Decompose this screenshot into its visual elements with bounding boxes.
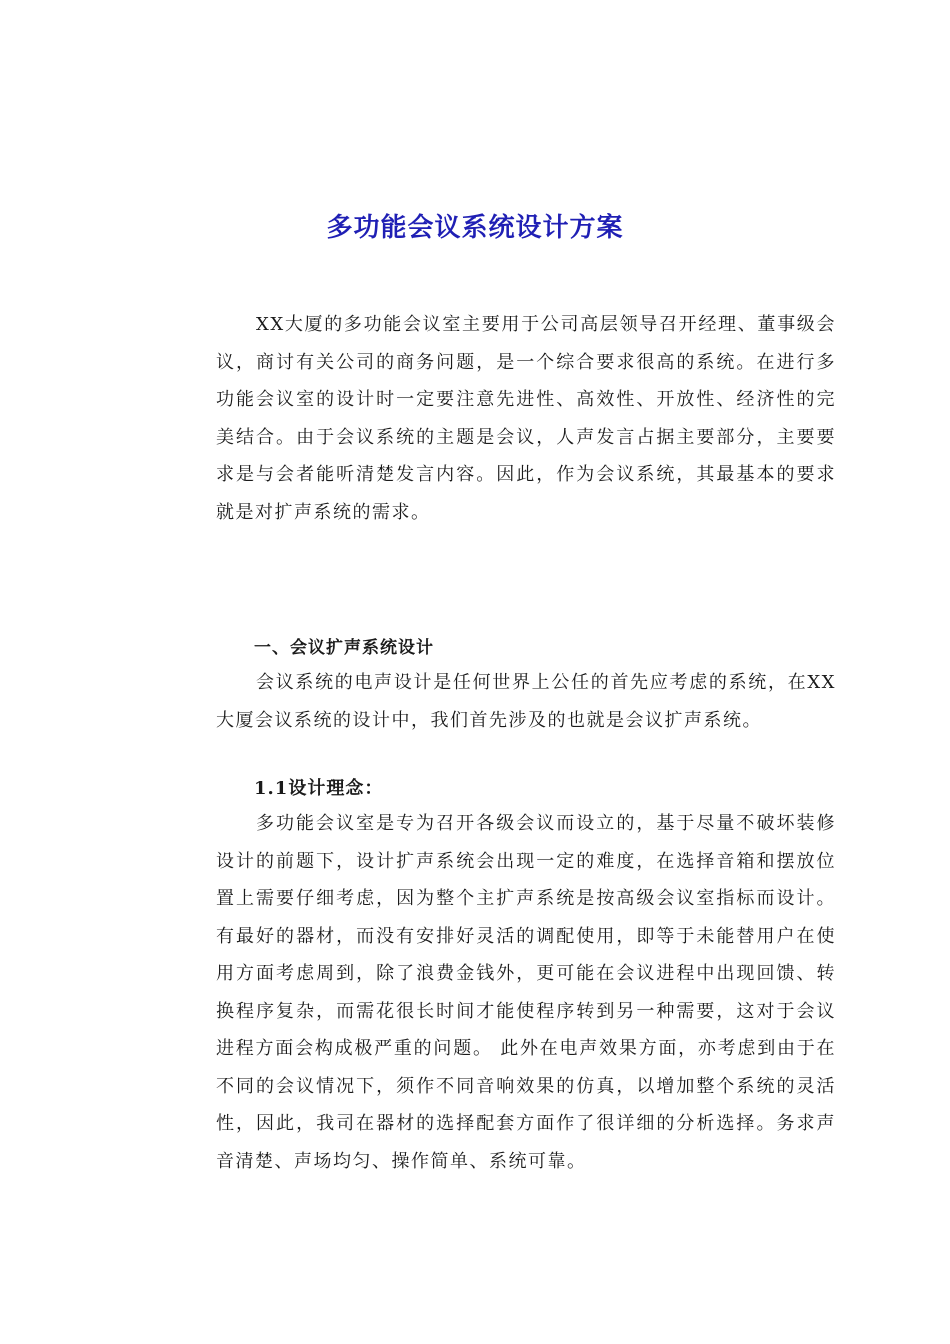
intro-paragraph: XX大厦的多功能会议室主要用于公司高层领导召开经理、董事级会议，商讨有关公司的商务问题，是一个综合要求很高的系统。在进行多功能会议室的设计时一定要注意先进性、高效性、开放性、经济性的完美结合。由于会议系统的主题是会议，人声发言占据主要部分，主要要求是与会者能听清楚发言内容。因此，作为会议系统，其最基本的要求就是对扩声系统的需求。 bbox=[216, 314, 836, 523]
section-1-heading: 一、会议扩声系统设计 bbox=[254, 638, 434, 658]
section-1-1-heading: 1.1设计理念： bbox=[254, 778, 384, 799]
document-title: 多功能会议系统设计方案 bbox=[326, 213, 624, 243]
section-1-1-paragraph: 多功能会议室是专为召开各级会议而设立的，基于尽量不破坏装修设计的前题下，设计扩声系统会出现一定的难度，在选择音箱和摆放位置上需要仔细考虑，因为整个主扩声系统是按高级会议室指标而设计。有最好的器材，而没有安排好灵活的调配使用，即等于未能替用户在使用方面考虑周到，除了浪费金钱外，更可能在会议进程中出现回馈、转换程序复杂，而需花很长时间才能使程序转到另一种需要，这对于会议进程方面会构成极严重的问题。 此外在电声效果方面，亦考虑到由于在不同的会议情况下，须作不同音响效果的仿真，以增加整个系统的灵活性，因此，我司在器材的选择配套方面作了很详细的分析选择。务求声音清楚、声场均匀、操作简单、系统可靠。 bbox=[216, 813, 836, 1172]
section-1-paragraph: 会议系统的电声设计是任何世界上公任的首先应考虑的系统，在XX大厦会议系统的设计中，我们首先涉及的也就是会议扩声系统。 bbox=[216, 672, 836, 731]
